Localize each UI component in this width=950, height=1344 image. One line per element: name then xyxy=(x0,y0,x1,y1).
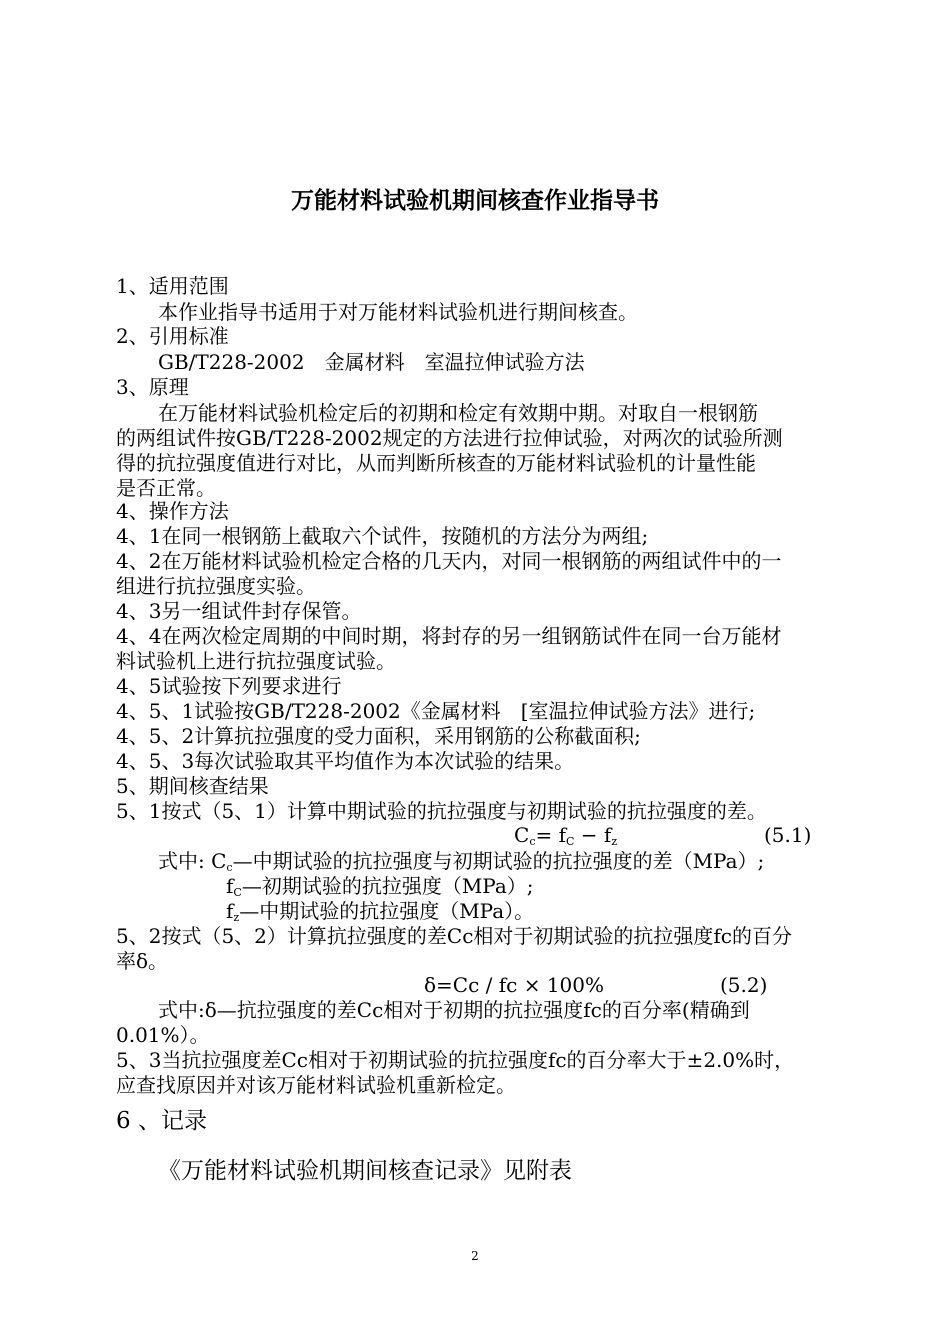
section-5-3-line-1: 5、3当抗拉强度差Cc相对于初期试验的抗拉强度fc的百分率大于±2.0%时， xyxy=(116,1048,795,1072)
where-fz: $f_z—$中期试验的抗拉强度（MPa）。 xyxy=(226,899,535,924)
where-delta-line-2: 0.01%）。 xyxy=(116,1023,210,1047)
section-1-heading: 1、适用范围 xyxy=(116,274,229,298)
where-delta-line-1: 式中:δ—抗拉强度的差Cc相对于初期的抗拉强度fc的百分率(精确到 xyxy=(158,998,750,1022)
where-fc: $f_C—$初期试验的抗拉强度（MPa）; xyxy=(226,874,534,899)
section-6-text: 《万能材料试验机期间核查记录》见附表 xyxy=(158,1158,572,1184)
section-5-heading: 5、期间核查结果 xyxy=(116,774,269,798)
section-4-4-line-1: 4、4在两次检定周期的中间时期，将封存的另一组钢筋试件在同一台万能材 xyxy=(116,624,782,648)
section-5-3-line-2: 应查找原因并对该万能材料试验机重新检定。 xyxy=(116,1073,516,1097)
section-3-text-line-4: 是否正常。 xyxy=(116,476,216,500)
section-4-1: 4、1在同一根钢筋上截取六个试件，按随机的方法分为两组; xyxy=(116,524,649,548)
section-4-4-line-2: 料试验机上进行抗拉强度试验。 xyxy=(116,649,396,673)
section-2-text: GB/T228-2002 金属材料 室温拉伸试验方法 xyxy=(158,350,585,374)
section-6-heading: 6 、记录 xyxy=(116,1108,207,1134)
section-1-text: 本作业指导书适用于对万能材料试验机进行期间核查。 xyxy=(158,300,638,324)
section-3-heading: 3、原理 xyxy=(116,375,189,399)
section-4-5-3: 4、5、3每次试验取其平均值作为本次试验的结果。 xyxy=(116,749,575,773)
section-5-2-line-2: 率δ。 xyxy=(116,949,169,973)
formula-5-2-number: (5.2) xyxy=(720,973,768,997)
section-4-2-line-1: 4、2在万能材料试验机检定合格的几天内，对同一根钢筋的两组试件中的一 xyxy=(116,549,782,573)
section-4-5-1: 4、5、1试验按GB/T228-2002《金属材料 [室温拉伸试验方法》进行; xyxy=(116,699,756,723)
formula-5-1-number: (5.1) xyxy=(764,823,812,847)
page-number: 2 xyxy=(471,1249,479,1263)
section-3-text-line-2: 的两组试件按GB/T228-2002规定的方法进行拉伸试验，对两次的试验所测 xyxy=(116,426,783,450)
section-2-heading: 2、引用标准 xyxy=(116,324,229,348)
section-4-3: 4、3另一组试件封存保管。 xyxy=(116,599,362,623)
where-cc: 式中: $C_c—$中期试验的抗拉强度与初期试验的抗拉强度的差（MPa）; xyxy=(158,849,765,874)
section-4-5-2: 4、5、2计算抗拉强度的受力面积，采用钢筋的公称截面积; xyxy=(116,724,641,748)
page-title: 万能材料试验机期间核查作业指导书 xyxy=(291,188,659,214)
section-4-2-line-2: 组进行抗拉强度实验。 xyxy=(116,574,316,598)
formula-5-2: δ=Cc / fc × 100% xyxy=(424,973,605,997)
section-4-5: 4、5试验按下列要求进行 xyxy=(116,674,342,698)
section-5-1: 5、1按式（5、1）计算中期试验的抗拉强度与初期试验的抗拉强度的差。 xyxy=(116,799,767,823)
formula-5-1: $C_c= f_C - f_z$ xyxy=(514,823,618,848)
section-3-text-line-1: 在万能材料试验机检定后的初期和检定有效期中期。对取自一根钢筋 xyxy=(158,401,758,425)
section-3-text-line-3: 得的抗拉强度值进行对比，从而判断所核查的万能材料试验机的计量性能 xyxy=(116,451,756,475)
section-4-heading: 4、操作方法 xyxy=(116,499,229,523)
section-5-2-line-1: 5、2按式（5、2）计算抗拉强度的差Cc相对于初期试验的抗拉强度fc的百分 xyxy=(116,924,793,948)
